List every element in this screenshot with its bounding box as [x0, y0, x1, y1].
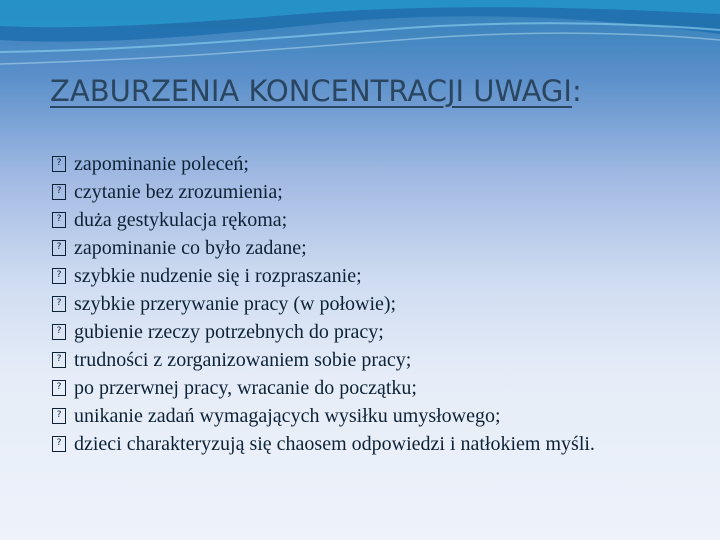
list-item-text: gubienie rzeczy potrzebnych do pracy; [74, 321, 384, 343]
list-item-text: zapominanie poleceń; [74, 153, 249, 175]
list-item [52, 234, 702, 262]
list-item [52, 346, 702, 374]
missing-glyph-box-icon: ? [52, 324, 66, 340]
bullet-list [52, 150, 702, 458]
list-item-text: zapominanie co było zadane; [74, 237, 307, 259]
list-item [52, 206, 702, 234]
missing-glyph-box-icon: ? [52, 212, 66, 228]
slide-title-colon: : [571, 74, 582, 108]
list-item-text: duża gestykulacja rękoma; [74, 209, 288, 231]
list-item [52, 262, 702, 290]
missing-glyph-box-icon: ? [52, 436, 66, 452]
missing-glyph-box-icon: ? [52, 268, 66, 284]
list-item-text: dzieci charakteryzują się chaosem odpowiedzi i natłokiem myśli. [74, 433, 595, 455]
missing-glyph-box-icon: ? [52, 380, 66, 396]
list-item [52, 374, 702, 402]
list-item-text: po przerwnej pracy, wracanie do początku; [74, 377, 417, 399]
list-item [52, 150, 702, 178]
list-item [52, 290, 702, 318]
list-item [52, 178, 702, 206]
slide-title [50, 74, 582, 108]
slide-title-text: ZABURZENIA KONCENTRACJI UWAGI [50, 74, 572, 108]
missing-glyph-box-icon: ? [52, 240, 66, 256]
missing-glyph-box-icon: ? [52, 352, 66, 368]
list-item-text: trudności z zorganizowaniem sobie pracy; [74, 349, 412, 371]
list-item-text: szybkie przerywanie pracy (w połowie); [74, 293, 397, 315]
list-item-text: unikanie zadań wymagających wysiłku umysłowego; [74, 405, 501, 427]
missing-glyph-box-icon: ? [52, 296, 66, 312]
list-item-text: szybkie nudzenie się i rozpraszanie; [74, 265, 362, 287]
missing-glyph-box-icon: ? [52, 156, 66, 172]
missing-glyph-box-icon: ? [52, 408, 66, 424]
list-item [52, 430, 702, 458]
list-item-text: czytanie bez zrozumienia; [74, 181, 283, 203]
list-item [52, 318, 702, 346]
list-item [52, 402, 702, 430]
missing-glyph-box-icon: ? [52, 184, 66, 200]
